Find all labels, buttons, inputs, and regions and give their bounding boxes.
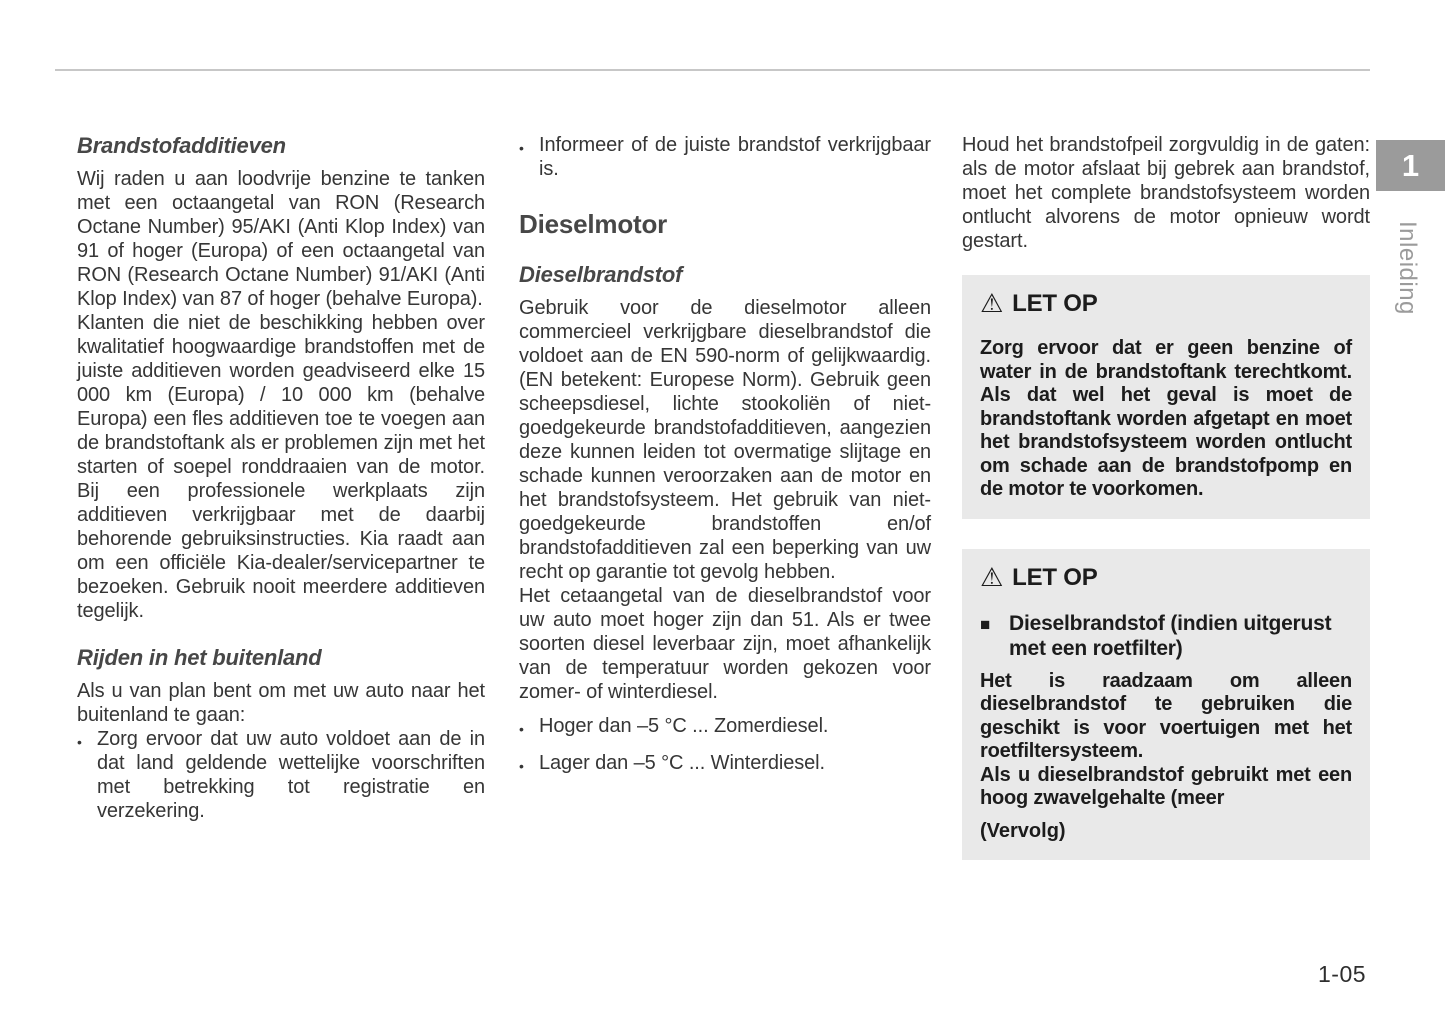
bullet-icon: • xyxy=(519,758,524,774)
bullet-icon: • xyxy=(519,721,524,737)
column-left xyxy=(77,133,485,823)
paragraph-diesel-1: Gebruik voor de dieselmotor alleen commercieel verkrijgbare dieselbrandstof die voldoet aan de EN 590-norm of gelijkwaardig. (EN betekent: Europese Norm). Gebruik geen scheepsdiesel, lichte stookoliën of niet-goedgekeurde brandstofadditieven, aangezien deze kunnen leiden tot overmatige slijtage en schade kunnen veroorzaken aan de motor en het brandstofsysteem. Het gebruik van niet-goedgekeurde brandstoffen en/of brandstofadditieven zal een beperking van uw recht op garantie tot gevolg hebben. xyxy=(519,297,931,583)
chapter-tab xyxy=(1376,140,1445,191)
heading-brandstofadditieven: Brandstofadditieven xyxy=(77,133,286,158)
paragraph-diesel-2: Het cetaangetal van de dieselbrandstof voor uw auto moet hoger zijn dan 51. Als er twee soorten diesel leverbaar zijn, moet afhankelijk van de temperatuur worden gekozen voor zomer- of winterdiesel. xyxy=(519,585,931,703)
column-right xyxy=(962,133,1370,860)
list-item-text: Hoger dan –5 °C ... Zomerdiesel. xyxy=(539,715,829,737)
caution-title xyxy=(980,290,1352,318)
caution-body: Zorg ervoor dat er geen benzine of water in de brandstoftank terechtkomt. Als dat wel het geval is moet de brandstoftank worden afgetapt en moet het brandstofsysteem worden ontlucht om schade aan de brandstofpomp en de motor te voorkomen. xyxy=(980,337,1352,500)
list-item-text: Informeer of de juiste brandstof verkrijgbaar is. xyxy=(539,134,931,180)
heading-rijden-buitenland: Rijden in het buitenland xyxy=(77,645,322,670)
list-item-text: Lager dan –5 °C ... Winterdiesel. xyxy=(539,752,825,774)
continued-note: (Vervolg) xyxy=(980,819,1066,842)
chapter-tab-number: 1 xyxy=(1401,147,1420,183)
column-middle xyxy=(519,133,931,778)
heading-dieselmotor: Dieselmotor xyxy=(519,209,668,239)
list-item-text: Zorg ervoor dat uw auto voldoet aan de in dat land geldende wettelijke voorschriften met betrekking tot registratie en verzekering. xyxy=(97,728,485,822)
list-item xyxy=(519,714,931,741)
list-item xyxy=(519,133,931,181)
chapter-name-vertical: Inleiding xyxy=(1394,221,1421,315)
page-number: 1-05 xyxy=(1318,961,1367,987)
paragraph-additives-2: Klanten die niet de beschikking hebben over kwalitatief hoogwaardige brandstoffen met de juiste additieven worden geadviseerd elke 15 000 km (Europa) / 10 000 km (behalve Europa) een fles additieven toe te voegen aan de brandstoftank als er problemen zijn met het starten of soepel ronddraaien van de motor. Bij een professionele werkplaats zijn additieven verkrijgbaar met de daarbij behorende gebruiksinstructies. Kia raadt aan om een officiële Kia-dealer/servicepartner te bezoeken. Gebruik nooit meerdere additieven tegelijk. xyxy=(77,312,485,622)
caution-subheading xyxy=(980,611,1352,661)
square-bullet-icon: ■ xyxy=(980,614,991,634)
caution-box-dieselbrandstof xyxy=(962,549,1370,860)
list-item xyxy=(77,727,485,823)
caution-subheading-text: Dieselbrandstof (indien uitgerust met een roetfilter) xyxy=(1009,611,1332,660)
paragraph-additives-1: Wij raden u aan loodvrije benzine te tanken met een octaangetal van RON (Research Octane Number) 95/AKI (Anti Klop Index) van 91 of hoger (Europa) of een octaangetal van RON (Research Octane Number) 91/AKI (Anti Klop Index) van 87 of hoger (behalve Europa). xyxy=(77,168,485,310)
heading-dieselbrandstof: Dieselbrandstof xyxy=(519,262,683,287)
paragraph-abroad-intro: Als u van plan bent om met uw auto naar het buitenland te gaan: xyxy=(77,680,485,726)
caution-body: Het is raadzaam om alleen dieselbrandstof te gebruiken die geschikt is voor voertuigen met het roetfiltersysteem. xyxy=(980,669,1352,762)
bullet-icon: • xyxy=(519,140,524,156)
caution-body: Als u dieselbrandstof gebruikt met een hoog zwavelgehalte (meer xyxy=(980,763,1352,809)
caution-title-text: LET OP xyxy=(1012,563,1098,591)
paragraph-fuel-level: Houd het brandstofpeil zorgvuldig in de gaten: als de motor afslaat bij gebrek aan brandstof, moet het complete brandstofsysteem worden ontlucht alvorens de motor opnieuw wordt gestart. xyxy=(962,134,1370,252)
caution-box-benzine-water xyxy=(962,275,1370,519)
warning-triangle-icon: ⚠ xyxy=(980,562,1004,593)
caution-title xyxy=(980,564,1352,592)
caution-title-text: LET OP xyxy=(1012,290,1098,317)
list-item xyxy=(519,751,931,778)
bullet-icon: • xyxy=(77,734,82,750)
header-divider xyxy=(55,69,1370,71)
warning-triangle-icon: ⚠ xyxy=(980,289,1004,319)
